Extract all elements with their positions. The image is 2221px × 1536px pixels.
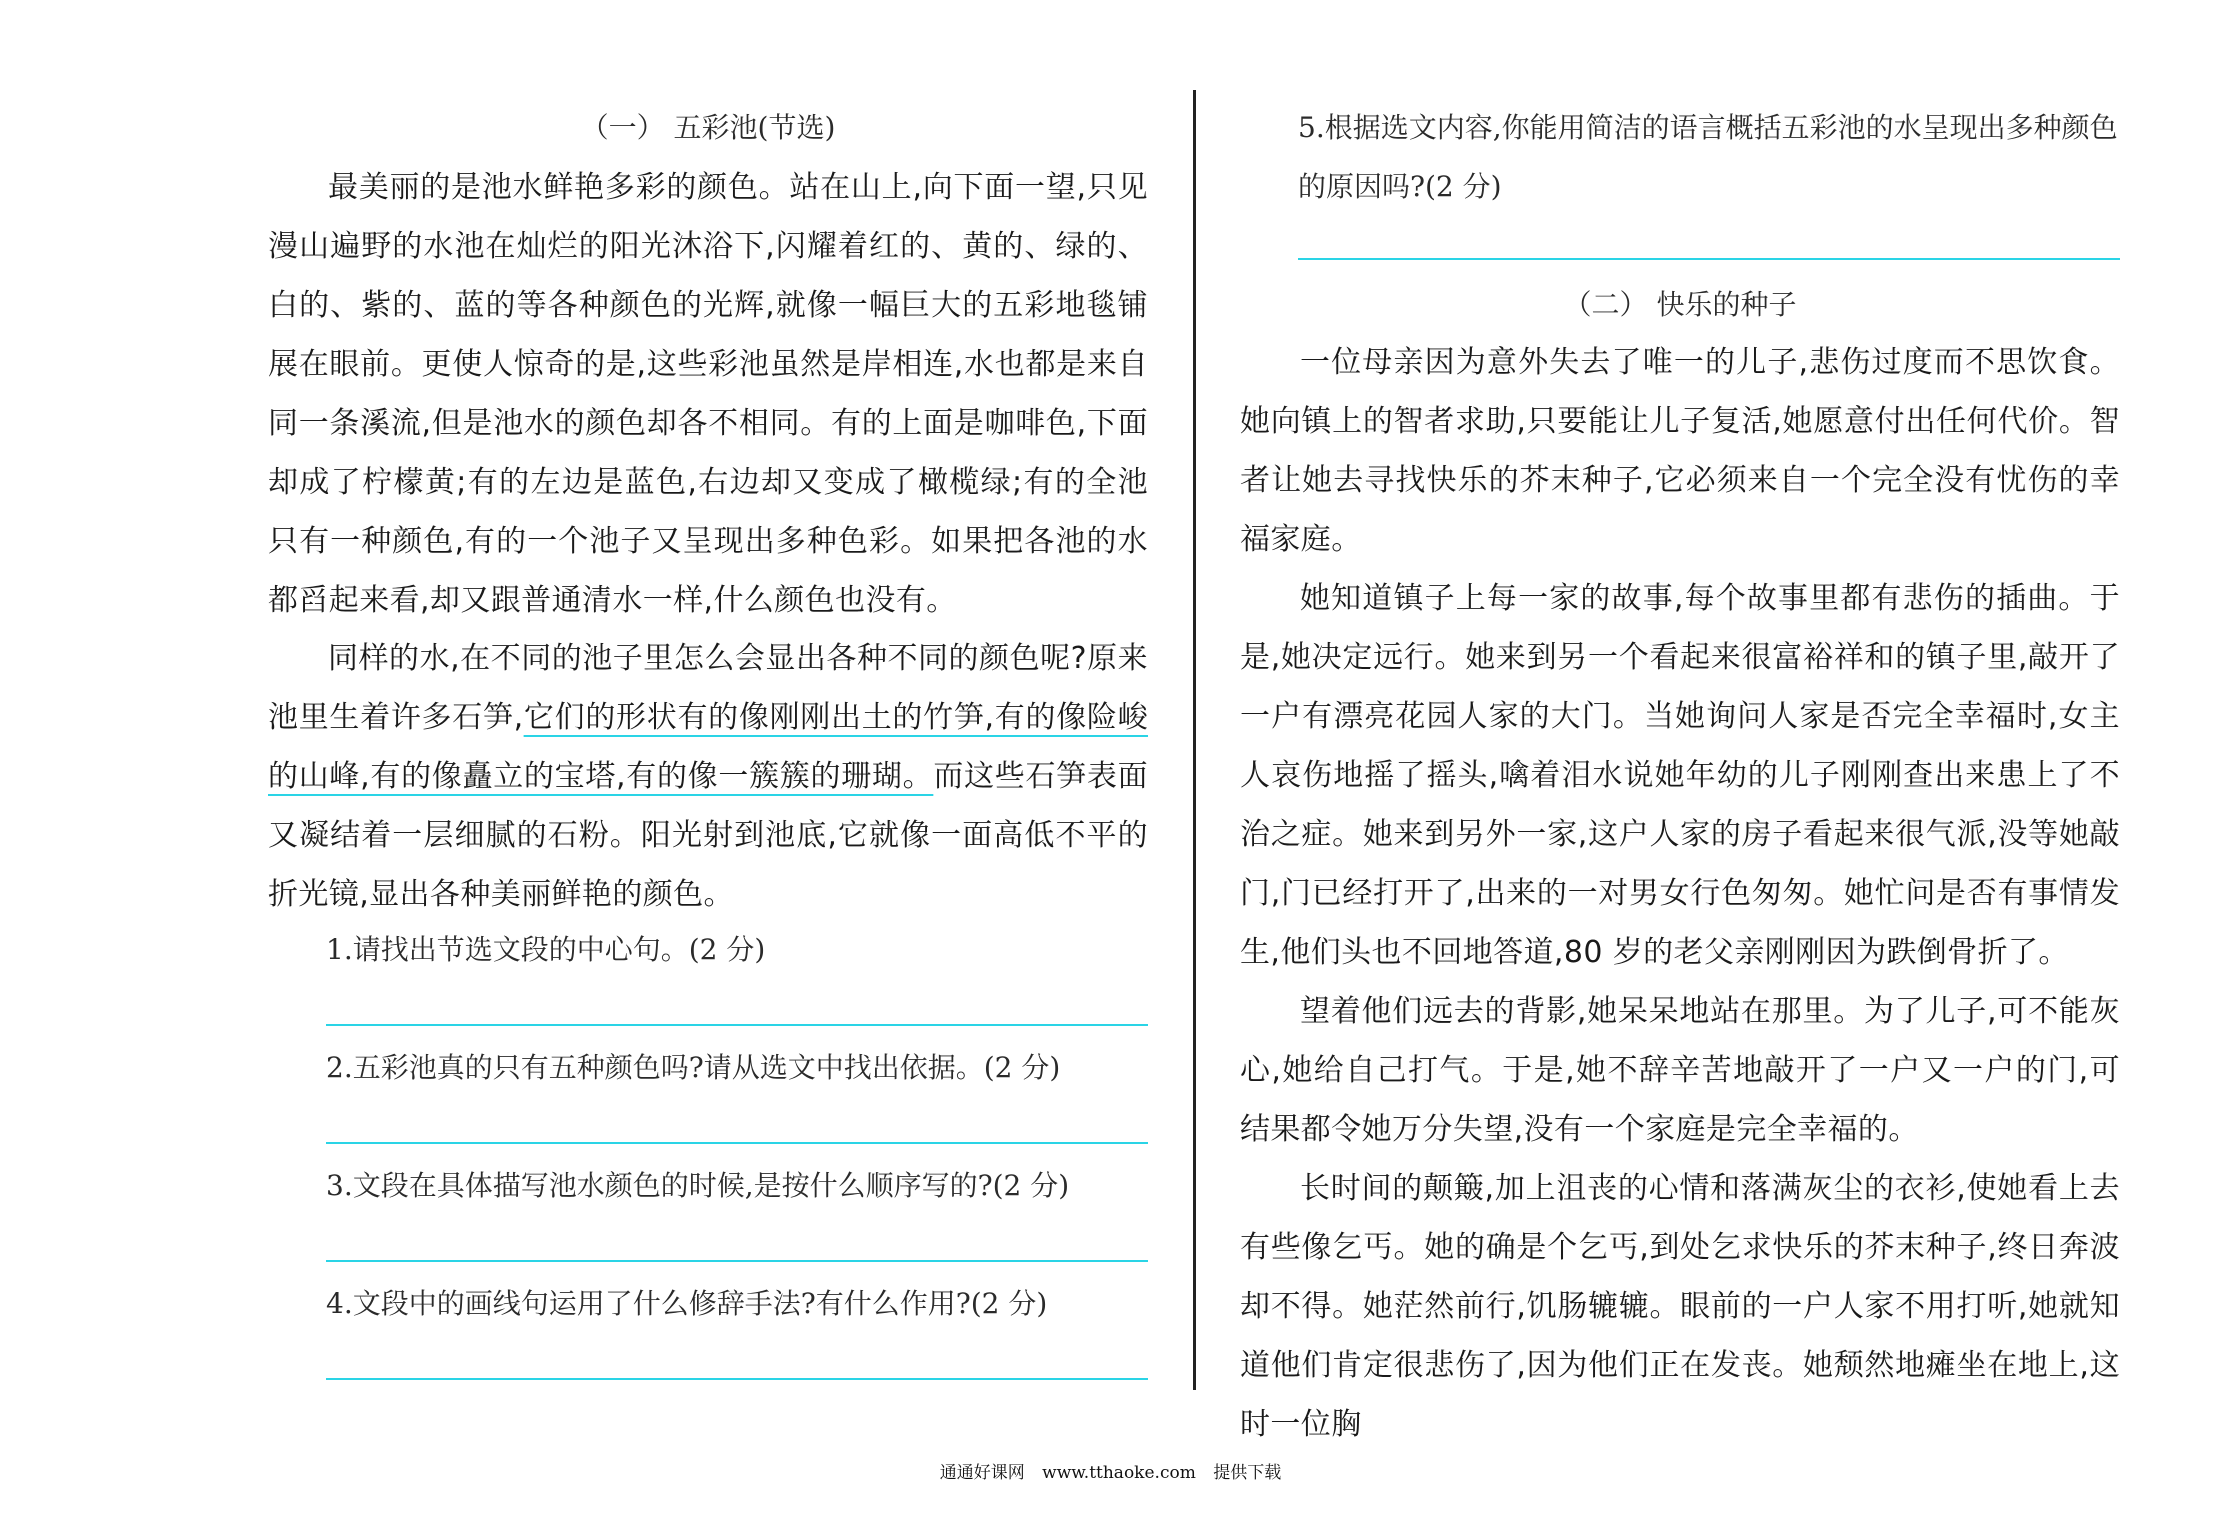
answer-line-5[interactable] [1298,258,2120,260]
answer-line-4[interactable] [326,1378,1148,1380]
footer-site-name: 通通好课网 [939,1463,1025,1483]
passage-two-paragraph-3: 望着他们远去的背影,她呆呆地站在那里。为了儿子,可不能灰心,她给自己打气。于是,她不辞辛苦地敲开了一户又一户的门,可结果都令她万分失望,没有一个家庭是完全幸福的。 [1240,994,2120,1147]
passage-two-paragraph-4: 长时间的颠簸,加上沮丧的心情和落满灰尘的衣衫,使她看上去有些像乞丐。她的确是个乞丐,到处乞求快乐的芥末种子,终日奔波却不得。她茫然前行,饥肠辘辘。眼前的一户人家不用打听,她就知道他们肯定很悲伤了,因为他们正在发丧。她颓然地瘫坐在地上,这时一位胸 [1240,1171,2120,1442]
question-4: 4.文段中的画线句运用了什么修辞手法?有什么作用?(2 分) [326,1287,1048,1320]
passage-one-title: （一） 五彩池(节选) [580,111,836,144]
passage-two-paragraph-2: 她知道镇子上每一家的故事,每个故事里都有悲伤的插曲。于是,她决定远行。她来到另一个看起来很富裕祥和的镇子里,敲开了一户有漂亮花园人家的大门。当她询问人家是否完全幸福时,女主人哀伤地摇了摇头,噙着泪水说她年幼的儿子刚刚查出来患上了不治之症。她来到另外一家,这户人家的房子看起来很气派,没等她敲门,门已经打开了,出来的一对男女行色匆匆。她忙问是否有事情发生,他们头也不回地答道,80 岁的老父亲刚刚因为跌倒骨折了。 [1240,581,2120,970]
footer-url[interactable]: www.tthaoke.com [1042,1463,1196,1483]
underlined-sentence: 它们的形状有的像刚刚出土的竹笋,有的像险峻的山峰,有的像矗立的宝塔,有的像一簇簇的珊瑚。 [268,700,1149,794]
question-1: 1.请找出节选文段的中心句。(2 分) [326,933,766,966]
page-footer [0,1458,2221,1483]
paragraph-2-text-b: 而这些石笋表面又凝结着一层细腻的石粉。阳光射到池底,它就像一面高低不平的折光镜,显出各种美丽鲜艳的颜色。 [268,759,1148,912]
question-2: 2.五彩池真的只有五种颜色吗?请从选文中找出依据。(2 分) [326,1051,1061,1084]
question-5: 5.根据选文内容,你能用简洁的语言概括五彩池的水呈现出多种颜色的原因吗?(2 分) [1298,111,2118,203]
answer-line-1[interactable] [326,1024,1148,1026]
passage-one-paragraph-2 [268,629,1148,924]
column-divider [1193,90,1196,1390]
passage-one-paragraph-1: 最美丽的是池水鲜艳多彩的颜色。站在山上,向下面一望,只见漫山遍野的水池在灿烂的阳光沐浴下,闪耀着红的、黄的、绿的、白的、紫的、蓝的等各种颜色的光辉,就像一幅巨大的五彩地毯铺展在眼前。更使人惊奇的是,这些彩池虽然是岸相连,水也都是来自同一条溪流,但是池水的颜色却各不相同。有的上面是咖啡色,下面却成了柠檬黄;有的左边是蓝色,右边却又变成了橄榄绿;有的全池只有一种颜色,有的一个池子又呈现出多种色彩。如果把各池的水都舀起来看,却又跟普通清水一样,什么颜色也没有。 [268,170,1148,618]
question-3: 3.文段在具体描写池水颜色的时候,是按什么顺序写的?(2 分) [326,1169,1070,1202]
passage-two-paragraph-1: 一位母亲因为意外失去了唯一的儿子,悲伤过度而不思饮食。她向镇上的智者求助,只要能让儿子复活,她愿意付出任何代价。智者让她去寻找快乐的芥末种子,它必须来自一个完全没有忧伤的幸福家庭。 [1240,345,2120,557]
paragraph-2-text-a: 同样的水,在不同的池子里怎么会显出各种不同的颜色呢?原来池里生着许多石笋, [268,641,1148,735]
footer-note: 提供下载 [1213,1463,1282,1483]
passage-two-title: （二） 快乐的种子 [1563,288,1797,321]
answer-line-3[interactable] [326,1260,1148,1262]
answer-line-2[interactable] [326,1142,1148,1144]
